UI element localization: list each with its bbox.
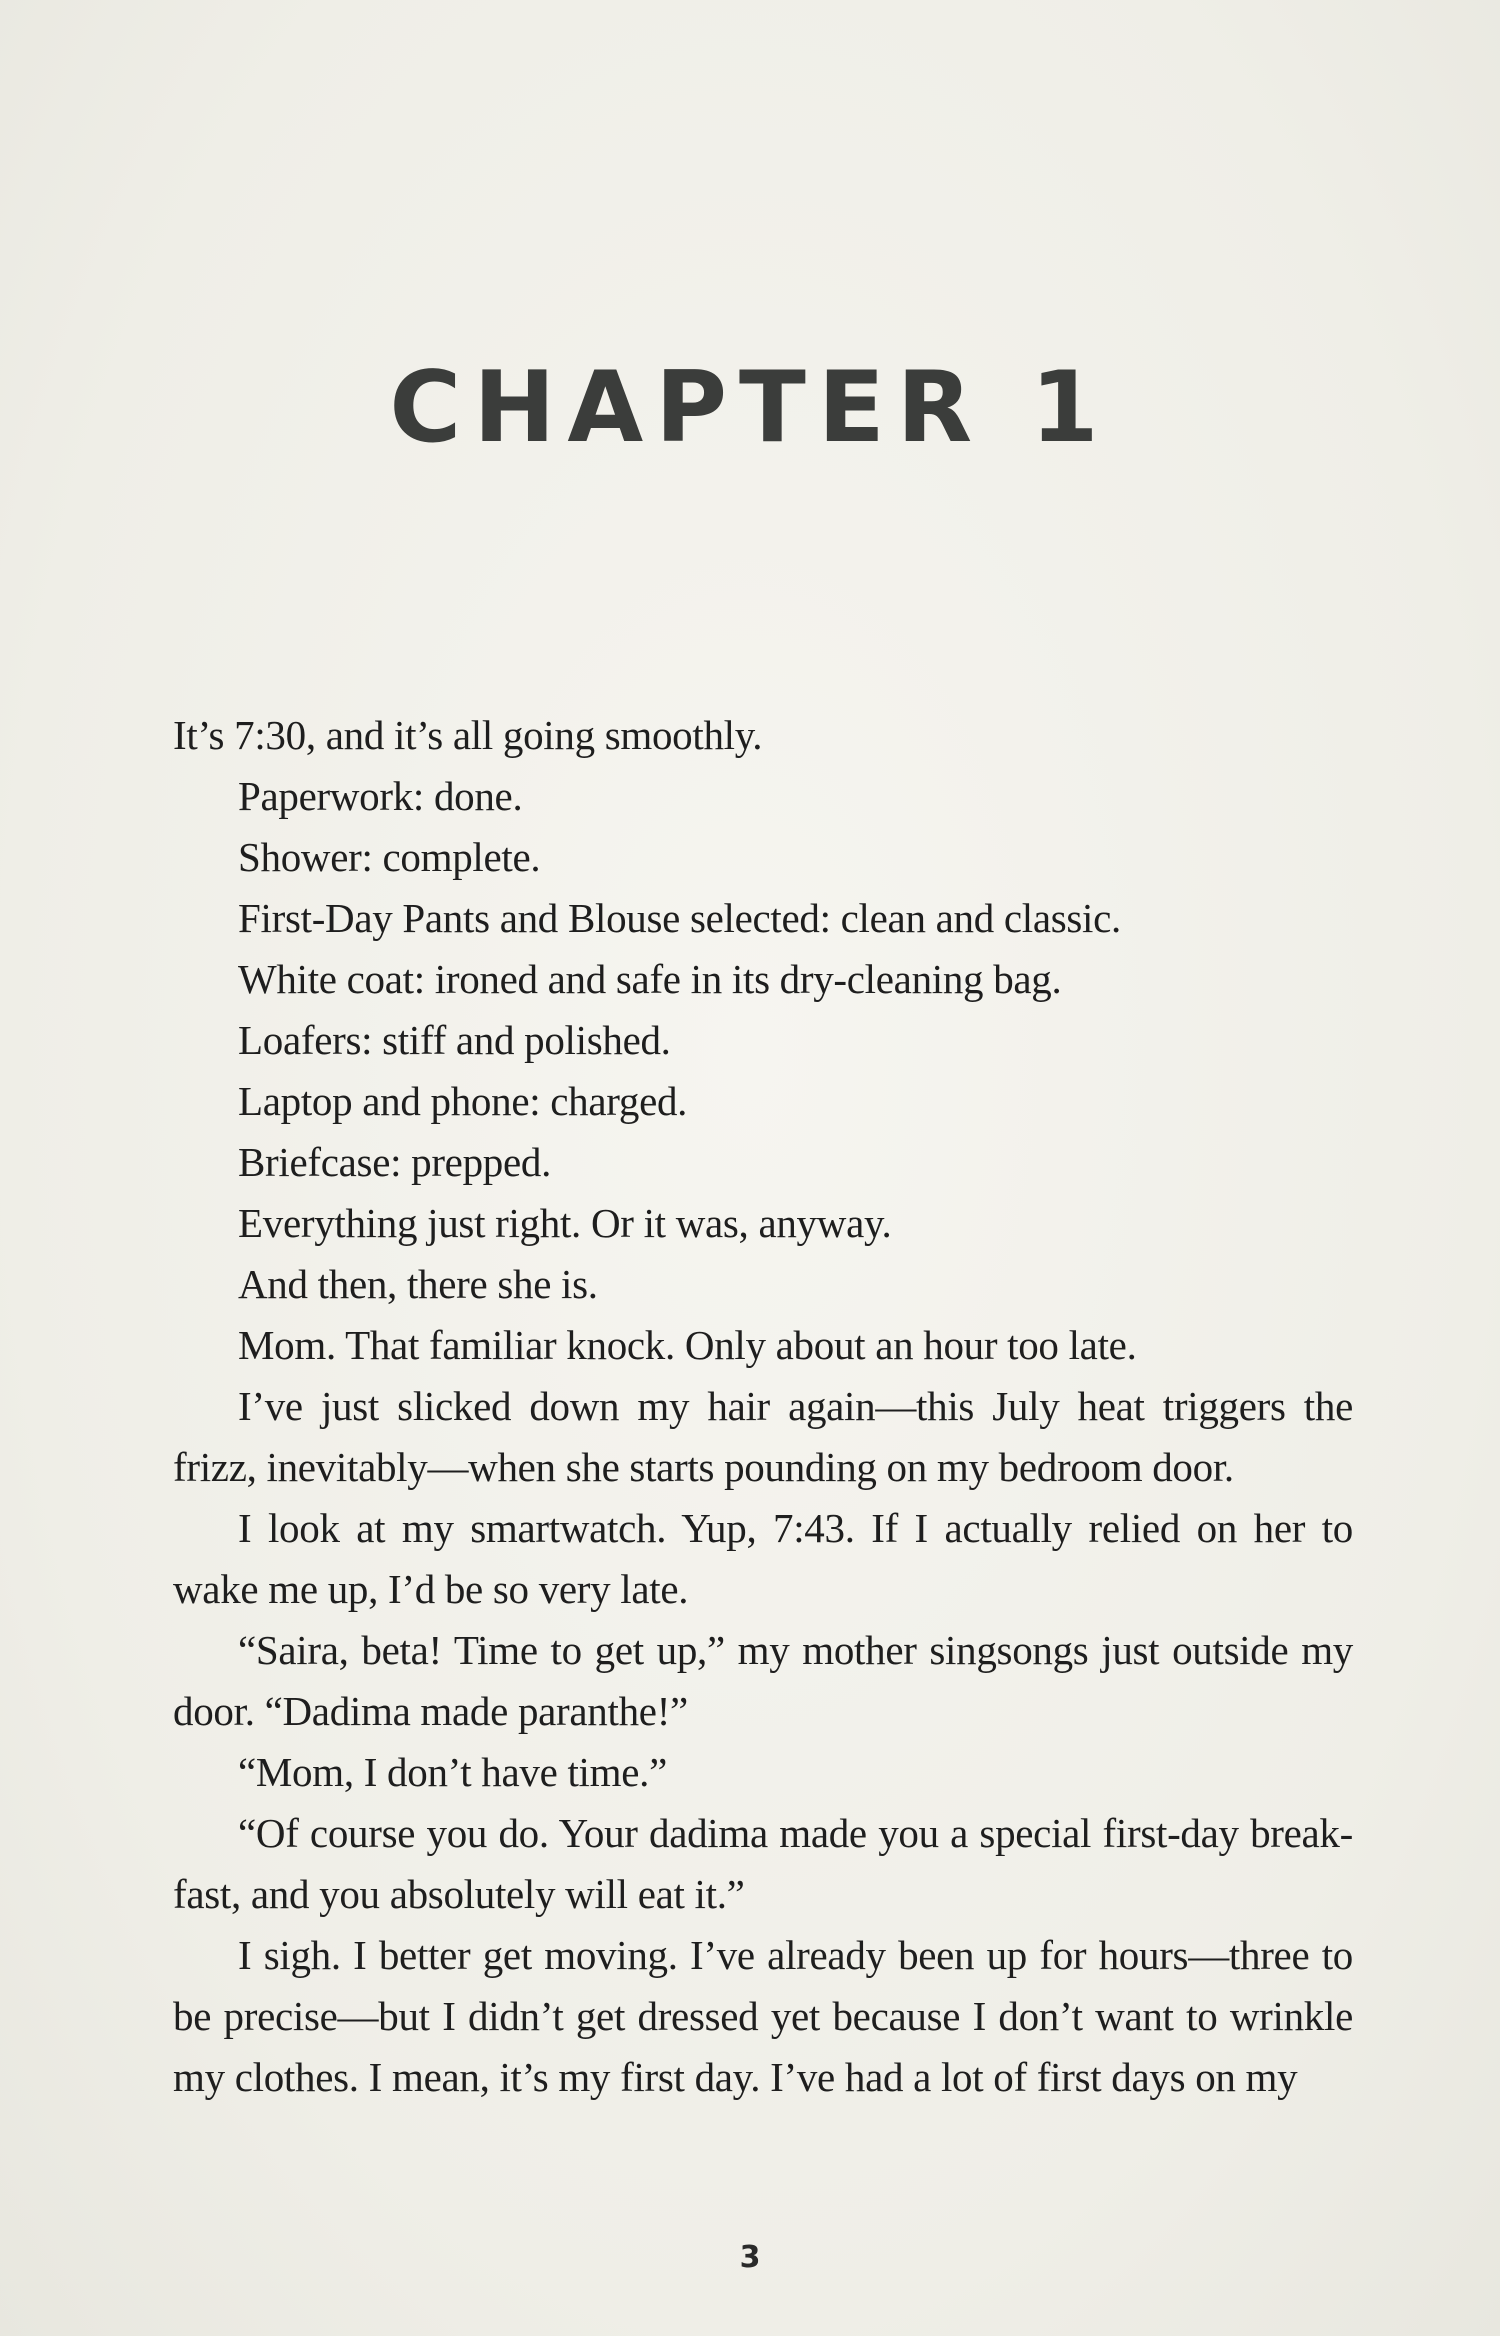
paragraph: Shower: complete. <box>238 834 541 880</box>
paragraph: “Of course you do. Your dadima made you a special first-day break-fast, and you absolutely will eat it.” <box>173 1810 1353 1917</box>
paragraph: I look at my smartwatch. Yup, 7:43. If I actually relied on her to wake me up, I’d be so very late. <box>173 1505 1353 1612</box>
chapter-title: CHAPTER 1 <box>389 350 1111 465</box>
chapter-body <box>173 705 1353 2108</box>
paragraph: White coat: ironed and safe in its dry-cleaning bag. <box>238 956 1062 1002</box>
paragraph: I’ve just slicked down my hair again—this July heat triggers the frizz, inevitably—when she starts pounding on my bedroom door. <box>173 1383 1353 1490</box>
paragraph: Briefcase: prepped. <box>238 1139 552 1185</box>
paragraph: First-Day Pants and Blouse selected: clean and classic. <box>238 895 1121 941</box>
paragraph: Loafers: stiff and polished. <box>238 1017 671 1063</box>
paragraph: It’s 7:30, and it’s all going smoothly. <box>173 712 763 758</box>
paragraph: I sigh. I better get moving. I’ve already been up for hours—three to be precise—but I didn’t get dressed yet because I don’t want to wrinkle my clothes. I mean, it’s my first day. I’ve had a lot of first days on my <box>173 1932 1353 2100</box>
paragraph: Mom. That familiar knock. Only about an hour too late. <box>238 1322 1137 1368</box>
paragraph: “Saira, beta! Time to get up,” my mother singsongs just outside my door. “Dadima made paranthe!” <box>173 1627 1353 1734</box>
paragraph: Paperwork: done. <box>238 773 523 819</box>
page-number: 3 <box>739 2240 761 2275</box>
paragraph: Everything just right. Or it was, anyway. <box>238 1200 892 1246</box>
paragraph: “Mom, I don’t have time.” <box>238 1749 667 1795</box>
paragraph: And then, there she is. <box>238 1261 598 1307</box>
paragraph: Laptop and phone: charged. <box>238 1078 688 1124</box>
